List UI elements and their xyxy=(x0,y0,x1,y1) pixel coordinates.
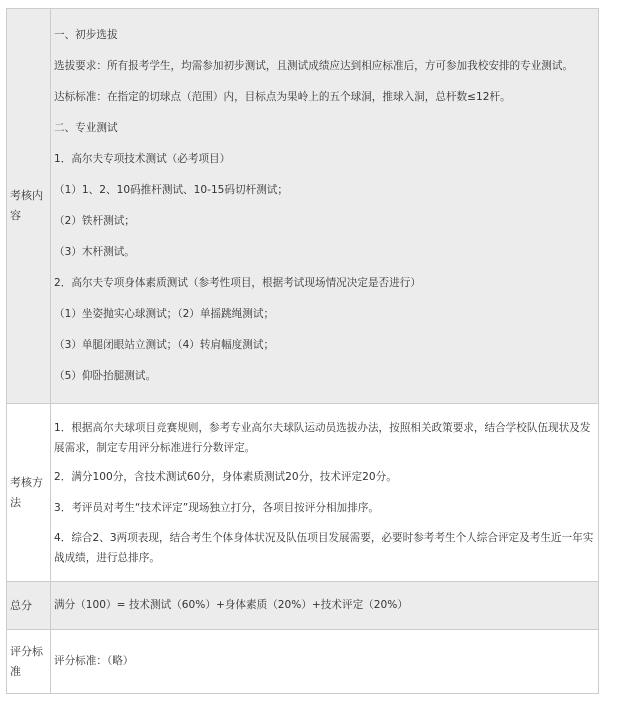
row-content xyxy=(51,404,599,582)
paragraph: 选拔要求：所有报考学生，均需参加初步测试，且测试成绩应达到相应标准后，方可参加我校安排的专业测试。 xyxy=(54,60,574,72)
paragraph: 3．考评员对考生“技术评定”现场独立打分，各项目按评分相加排序。 xyxy=(54,501,379,514)
row-label-method xyxy=(7,404,51,582)
row-content xyxy=(51,9,599,404)
label-text: 评分标准 xyxy=(10,644,43,678)
paragraph: （3）单腿闭眼站立测试；（4）转肩幅度测试； xyxy=(54,339,275,351)
table-row xyxy=(7,630,599,694)
exam-info-table xyxy=(6,8,599,694)
paragraph: （3）木杆测试。 xyxy=(54,246,135,258)
table-row xyxy=(7,582,599,630)
row-content xyxy=(51,630,599,694)
section-heading: 一、初步选拔 xyxy=(54,29,118,41)
paragraph: （1）坐姿抛实心球测试；（2）单摇跳绳测试； xyxy=(54,308,275,320)
row-label-total xyxy=(7,582,51,630)
section-heading: 二、专业测试 xyxy=(54,122,118,134)
label-text: 考核方法 xyxy=(10,475,43,509)
row-content xyxy=(51,582,599,630)
label-text: 总分 xyxy=(10,598,32,612)
label-text: 考核内容 xyxy=(10,189,43,222)
paragraph: 评分标准：（略） xyxy=(54,655,134,667)
paragraph: 达标标准：在指定的切球点（范围）内，目标点为果岭上的五个球洞，推球入洞，总杆数≤12杆。 xyxy=(54,91,511,103)
table-row xyxy=(7,404,599,582)
paragraph: 2．高尔夫专项身体素质测试（参考性项目，根据考试现场情况决定是否进行） xyxy=(54,277,421,289)
paragraph: （1）1、2、10码推杆测试、10-15码切杆测试； xyxy=(54,184,288,196)
paragraph: 满分（100）= 技术测试（60%）+身体素质（20%）+技术评定（20%） xyxy=(54,599,408,611)
paragraph: （5）仰卧抬腿测试。 xyxy=(54,370,157,382)
paragraph: 2．满分100分，含技术测试60分，身体素质测试20分，技术评定20分。 xyxy=(54,470,397,483)
table-row xyxy=(7,9,599,404)
paragraph: 4．综合2、3两项表现，结合考生个体身体状况及队伍项目发展需要，必要时参考考生个人综合评定及考生近一年实战成绩，进行总排序。 xyxy=(54,531,594,564)
row-label-standard xyxy=(7,630,51,694)
paragraph: 1．根据高尔夫球项目竞赛规则，参考专业高尔夫球队运动员选拔办法，按照相关政策要求，结合学校队伍现状及发展需求，制定专用评分标准进行分数评定。 xyxy=(54,421,591,454)
paragraph: （2）铁杆测试； xyxy=(54,215,135,227)
paragraph: 1．高尔夫专项技术测试（必考项目） xyxy=(54,153,231,165)
row-label-content xyxy=(7,9,51,404)
